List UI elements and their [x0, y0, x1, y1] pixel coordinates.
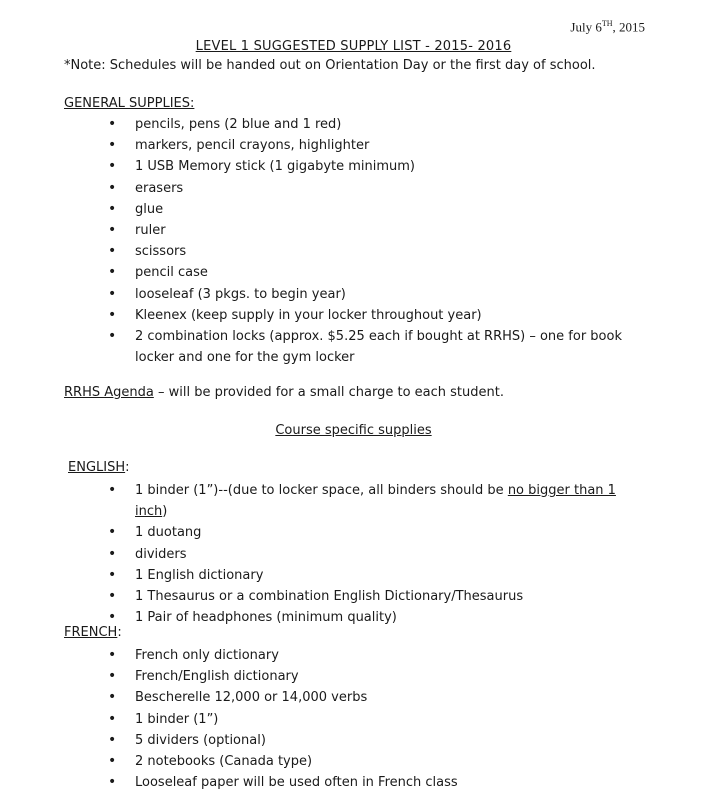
list-item: • French/English dictionary: [108, 666, 648, 687]
english-heading: [68, 460, 130, 475]
agenda-line: [64, 385, 504, 400]
agenda-label: RRHS Agenda: [64, 385, 154, 400]
english-binder-emphasis: no bigger than 1 inch: [135, 483, 616, 520]
date-text: July 6: [570, 19, 602, 35]
list-item: • 2 combination locks (approx. $5.25 each if bought at RRHS) – one for book locker and one for the gym locker: [108, 326, 648, 368]
list-item: • scissors: [108, 241, 648, 262]
english-supplies-list: [108, 480, 648, 628]
list-item: • 1 Thesaurus or a combination English Dictionary/Thesaurus: [108, 586, 648, 607]
schedule-note: *Note: Schedules will be handed out on Orientation Day or the first day of school.: [64, 58, 596, 73]
list-item: • 1 Pair of headphones (minimum quality): [108, 607, 648, 628]
list-item: [108, 480, 648, 522]
list-item: • French only dictionary: [108, 645, 648, 666]
list-item: • dividers: [108, 544, 648, 565]
date-year: , 2015: [612, 19, 645, 35]
list-item: • Looseleaf paper will be used often in French class: [108, 772, 648, 793]
list-item: • markers, pencil crayons, highlighter: [108, 135, 648, 156]
english-binder-suffix: ): [162, 504, 168, 520]
english-heading-label: ENGLISH: [68, 460, 126, 475]
list-item: • 1 binder (1”): [108, 709, 648, 730]
list-item: • glue: [108, 199, 648, 220]
list-item: • 1 English dictionary: [108, 565, 648, 586]
date-superscript: TH: [601, 19, 613, 28]
english-binder-text: 1 binder (1”)--(due to locker space, all binders should be: [135, 483, 508, 498]
french-heading: [64, 625, 122, 640]
list-item: • Bescherelle 12,000 or 14,000 verbs: [108, 687, 648, 708]
english-heading-colon: :: [125, 460, 130, 475]
list-item: • 2 notebooks (Canada type): [108, 751, 648, 772]
list-item: • pencils, pens (2 blue and 1 red): [108, 114, 648, 135]
course-specific-heading: Course specific supplies: [275, 423, 432, 438]
list-item: • erasers: [108, 178, 648, 199]
list-item: • pencil case: [108, 262, 648, 283]
agenda-text: – will be provided for a small charge to each student.: [153, 385, 504, 400]
french-supplies-list: [108, 645, 648, 793]
list-item: • 5 dividers (optional): [108, 730, 648, 751]
list-item: • 1 duotang: [108, 522, 648, 543]
general-supplies-list: [108, 114, 648, 368]
french-heading-label: FRENCH: [64, 625, 118, 640]
general-supplies-heading: GENERAL SUPPLIES:: [64, 96, 195, 111]
list-item: • 1 USB Memory stick (1 gigabyte minimum): [108, 156, 648, 177]
list-item: • Kleenex (keep supply in your locker throughout year): [108, 305, 648, 326]
list-item: • looseleaf (3 pkgs. to begin year): [108, 284, 648, 305]
french-heading-colon: :: [117, 625, 122, 640]
document-date: [570, 19, 645, 35]
page-title: LEVEL 1 SUGGESTED SUPPLY LIST - 2015- 2016: [195, 39, 512, 54]
list-item: • ruler: [108, 220, 648, 241]
